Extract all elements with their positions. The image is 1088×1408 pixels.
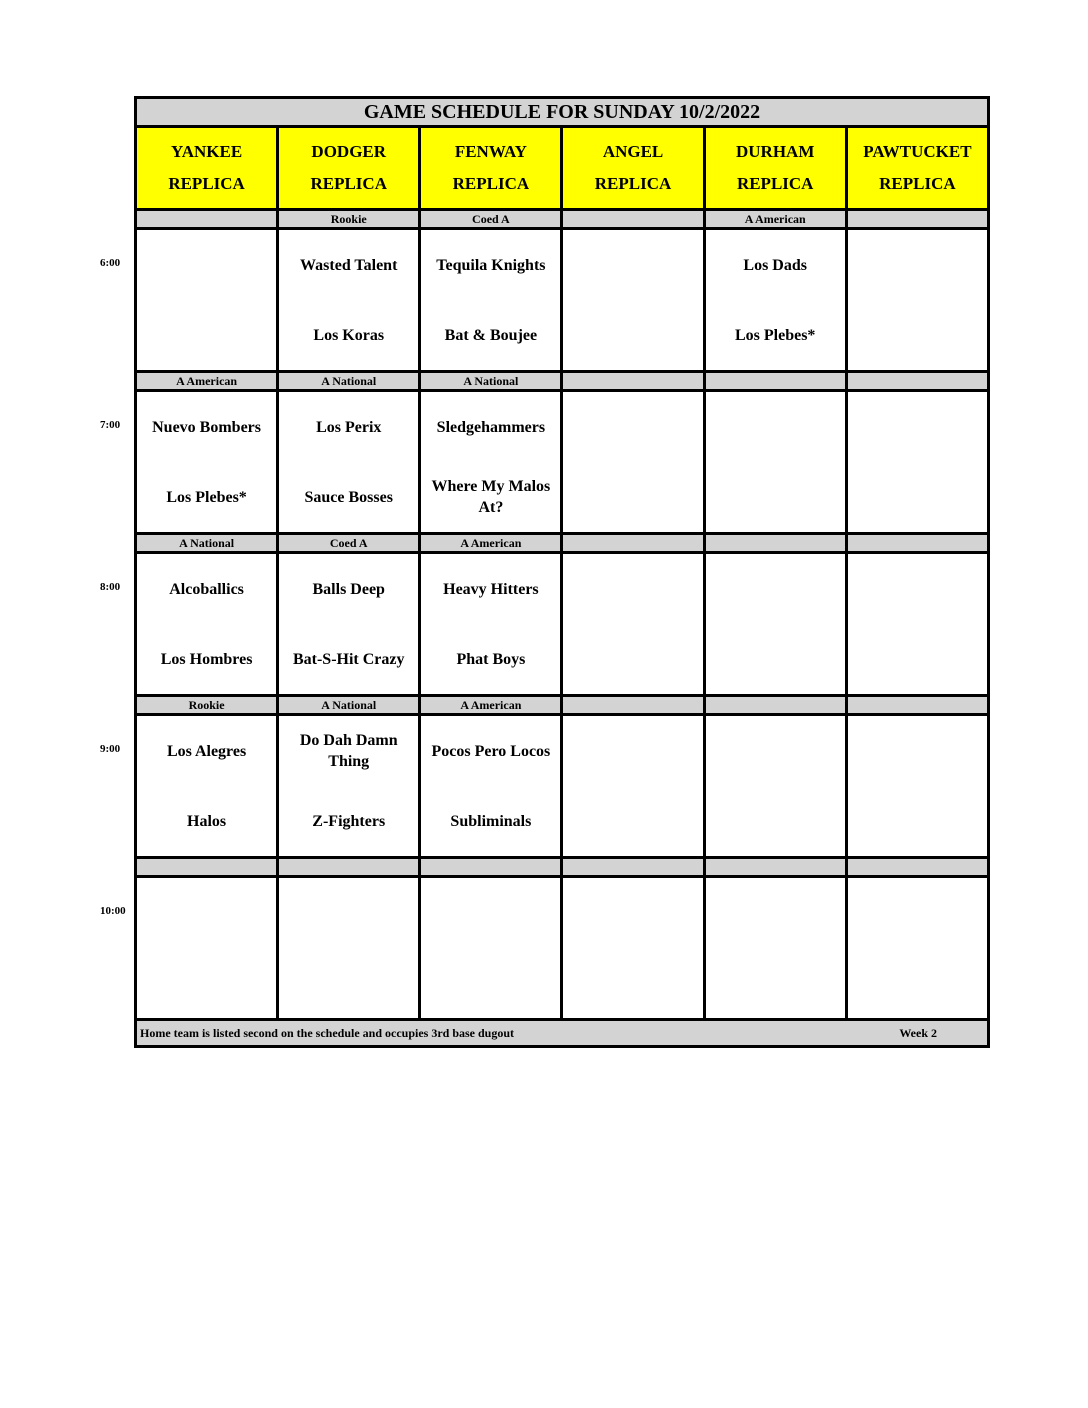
field-name: ANGEL bbox=[602, 142, 664, 161]
away-team: Wasted Talent bbox=[300, 256, 398, 274]
division-label bbox=[562, 210, 704, 229]
game-cell bbox=[704, 391, 846, 534]
game-cell bbox=[562, 553, 704, 696]
away-team: Tequila Knights bbox=[436, 256, 546, 274]
division-row bbox=[136, 858, 989, 877]
home-team bbox=[563, 300, 702, 370]
division-label: A National bbox=[278, 696, 420, 715]
game-cell bbox=[704, 229, 846, 372]
away-team bbox=[563, 554, 702, 624]
home-team: Halos bbox=[187, 812, 227, 830]
week-label: Week 2 bbox=[899, 1025, 937, 1040]
home-team: Los Hombres bbox=[160, 650, 253, 668]
home-team: Z-Fighters bbox=[312, 812, 386, 830]
away-team: Nuevo Bombers bbox=[152, 418, 262, 436]
game-cell bbox=[420, 553, 562, 696]
schedule-table bbox=[134, 96, 990, 1048]
game-cell bbox=[278, 553, 420, 696]
field-header-row bbox=[136, 127, 989, 210]
home-team bbox=[706, 624, 845, 694]
game-cell bbox=[562, 391, 704, 534]
division-label bbox=[846, 372, 988, 391]
division-label: A American bbox=[136, 372, 278, 391]
division-label bbox=[846, 696, 988, 715]
division-label: A National bbox=[278, 372, 420, 391]
field-header-angel bbox=[562, 127, 704, 210]
division-label bbox=[846, 858, 988, 877]
division-label bbox=[278, 858, 420, 877]
game-cell bbox=[704, 877, 846, 1020]
game-cell bbox=[136, 229, 278, 372]
away-team bbox=[848, 716, 987, 786]
game-cell bbox=[562, 715, 704, 858]
home-team bbox=[137, 300, 276, 370]
home-team bbox=[137, 948, 276, 1018]
division-label: Coed A bbox=[278, 534, 420, 553]
game-cell bbox=[136, 391, 278, 534]
field-type: REPLICA bbox=[310, 174, 387, 193]
game-cell bbox=[704, 553, 846, 696]
home-team bbox=[563, 462, 702, 532]
away-team: Sledgehammers bbox=[436, 418, 546, 436]
home-team bbox=[563, 948, 702, 1018]
home-team: Sauce Bosses bbox=[304, 488, 393, 506]
division-row bbox=[136, 534, 989, 553]
footer bbox=[136, 1020, 989, 1047]
home-team bbox=[706, 786, 845, 856]
field-type: REPLICA bbox=[736, 174, 814, 193]
division-row bbox=[136, 372, 989, 391]
away-team bbox=[706, 392, 845, 462]
home-team bbox=[279, 948, 418, 1018]
away-team: Los Perix bbox=[316, 418, 382, 436]
game-cell bbox=[846, 877, 988, 1020]
game-cell bbox=[846, 229, 988, 372]
away-team bbox=[848, 392, 987, 462]
home-team bbox=[848, 300, 987, 370]
field-header-fenway bbox=[420, 127, 562, 210]
away-team bbox=[421, 878, 560, 948]
away-team bbox=[137, 230, 276, 300]
away-team bbox=[563, 230, 702, 300]
division-label bbox=[704, 534, 846, 553]
time-label: 7:00 bbox=[100, 419, 121, 431]
away-team: Alcoballics bbox=[169, 580, 244, 598]
game-cell bbox=[846, 553, 988, 696]
division-label: A American bbox=[704, 210, 846, 229]
game-cell bbox=[846, 715, 988, 858]
division-label bbox=[562, 534, 704, 553]
field-header-durham bbox=[704, 127, 846, 210]
home-team: Phat Boys bbox=[456, 650, 526, 668]
time-label: 9:00 bbox=[100, 743, 121, 755]
game-cell bbox=[562, 877, 704, 1020]
division-label bbox=[562, 372, 704, 391]
field-header-dodger bbox=[278, 127, 420, 210]
field-name: DURHAM bbox=[736, 142, 815, 161]
game-cell bbox=[278, 391, 420, 534]
division-label bbox=[562, 696, 704, 715]
away-team bbox=[279, 878, 418, 948]
game-row bbox=[136, 391, 989, 534]
away-team bbox=[706, 878, 845, 948]
game-cell bbox=[420, 229, 562, 372]
field-name: DODGER bbox=[311, 142, 387, 161]
game-row bbox=[136, 877, 989, 1020]
time-label: 6:00 bbox=[100, 257, 121, 269]
away-team bbox=[563, 878, 702, 948]
home-team: Bat-S-Hit Crazy bbox=[292, 650, 405, 668]
division-label: Rookie bbox=[278, 210, 420, 229]
game-cell bbox=[136, 715, 278, 858]
away-team: Balls Deep bbox=[312, 580, 385, 598]
home-team: Los Plebes* bbox=[166, 488, 247, 506]
division-label: A National bbox=[420, 372, 562, 391]
division-label bbox=[562, 858, 704, 877]
field-name: FENWAY bbox=[454, 142, 527, 161]
game-cell bbox=[704, 715, 846, 858]
field-type: REPLICA bbox=[879, 174, 956, 193]
away-team bbox=[848, 230, 987, 300]
home-team: Where My Malos At? bbox=[431, 478, 551, 516]
home-team: Bat & Boujee bbox=[444, 326, 538, 344]
division-label bbox=[136, 858, 278, 877]
away-team bbox=[706, 554, 845, 624]
home-team bbox=[563, 786, 702, 856]
time-slots bbox=[136, 210, 989, 1020]
field-name: PAWTUCKET bbox=[863, 142, 972, 161]
game-cell bbox=[136, 553, 278, 696]
time-label: 10:00 bbox=[100, 905, 126, 917]
field-type: REPLICA bbox=[594, 174, 672, 193]
away-team bbox=[137, 878, 276, 948]
division-label: A American bbox=[420, 696, 562, 715]
field-header-yankee bbox=[136, 127, 278, 210]
home-team bbox=[848, 462, 987, 532]
division-label bbox=[420, 858, 562, 877]
division-label bbox=[704, 372, 846, 391]
away-team: Los Dads bbox=[743, 256, 807, 274]
away-team: Los Alegres bbox=[166, 742, 247, 760]
footer-note: Home team is listed second on the schedule and occupies 3rd base dugout bbox=[140, 1025, 515, 1040]
division-label: Coed A bbox=[420, 210, 562, 229]
field-header-pawtucket bbox=[846, 127, 988, 210]
game-row bbox=[136, 229, 989, 372]
game-cell bbox=[136, 877, 278, 1020]
home-team: Subliminals bbox=[450, 812, 532, 830]
game-row bbox=[136, 715, 989, 858]
field-type: REPLICA bbox=[168, 174, 245, 193]
game-cell bbox=[420, 877, 562, 1020]
schedule-title: GAME SCHEDULE FOR SUNDAY 10/2/2022 bbox=[136, 98, 989, 127]
away-team: Heavy Hitters bbox=[443, 580, 539, 598]
division-label bbox=[846, 210, 988, 229]
division-label: Rookie bbox=[136, 696, 278, 715]
game-cell bbox=[562, 229, 704, 372]
home-team bbox=[421, 948, 560, 1018]
game-cell bbox=[278, 877, 420, 1020]
home-team bbox=[848, 948, 987, 1018]
division-label: A American bbox=[420, 534, 562, 553]
division-label bbox=[846, 534, 988, 553]
away-team: Pocos Pero Locos bbox=[431, 742, 551, 760]
division-label bbox=[704, 696, 846, 715]
game-cell bbox=[278, 229, 420, 372]
away-team bbox=[848, 554, 987, 624]
game-row bbox=[136, 553, 989, 696]
home-team: Los Koras bbox=[313, 326, 385, 344]
away-team bbox=[848, 878, 987, 948]
home-team bbox=[706, 948, 845, 1018]
home-team bbox=[706, 462, 845, 532]
home-team: Los Plebes* bbox=[734, 326, 816, 344]
home-team bbox=[848, 624, 987, 694]
division-row bbox=[136, 210, 989, 229]
game-cell bbox=[846, 391, 988, 534]
field-type: REPLICA bbox=[452, 174, 530, 193]
division-label bbox=[704, 858, 846, 877]
division-label: A National bbox=[136, 534, 278, 553]
division-label bbox=[136, 210, 278, 229]
away-team bbox=[563, 716, 702, 786]
away-team: Do Dah Damn Thing bbox=[299, 732, 398, 770]
time-label: 8:00 bbox=[100, 581, 121, 593]
game-cell bbox=[278, 715, 420, 858]
away-team bbox=[563, 392, 702, 462]
home-team bbox=[848, 786, 987, 856]
away-team bbox=[706, 716, 845, 786]
division-row bbox=[136, 696, 989, 715]
game-cell bbox=[420, 391, 562, 534]
field-name: YANKEE bbox=[170, 142, 243, 161]
home-team bbox=[563, 624, 702, 694]
game-cell bbox=[420, 715, 562, 858]
